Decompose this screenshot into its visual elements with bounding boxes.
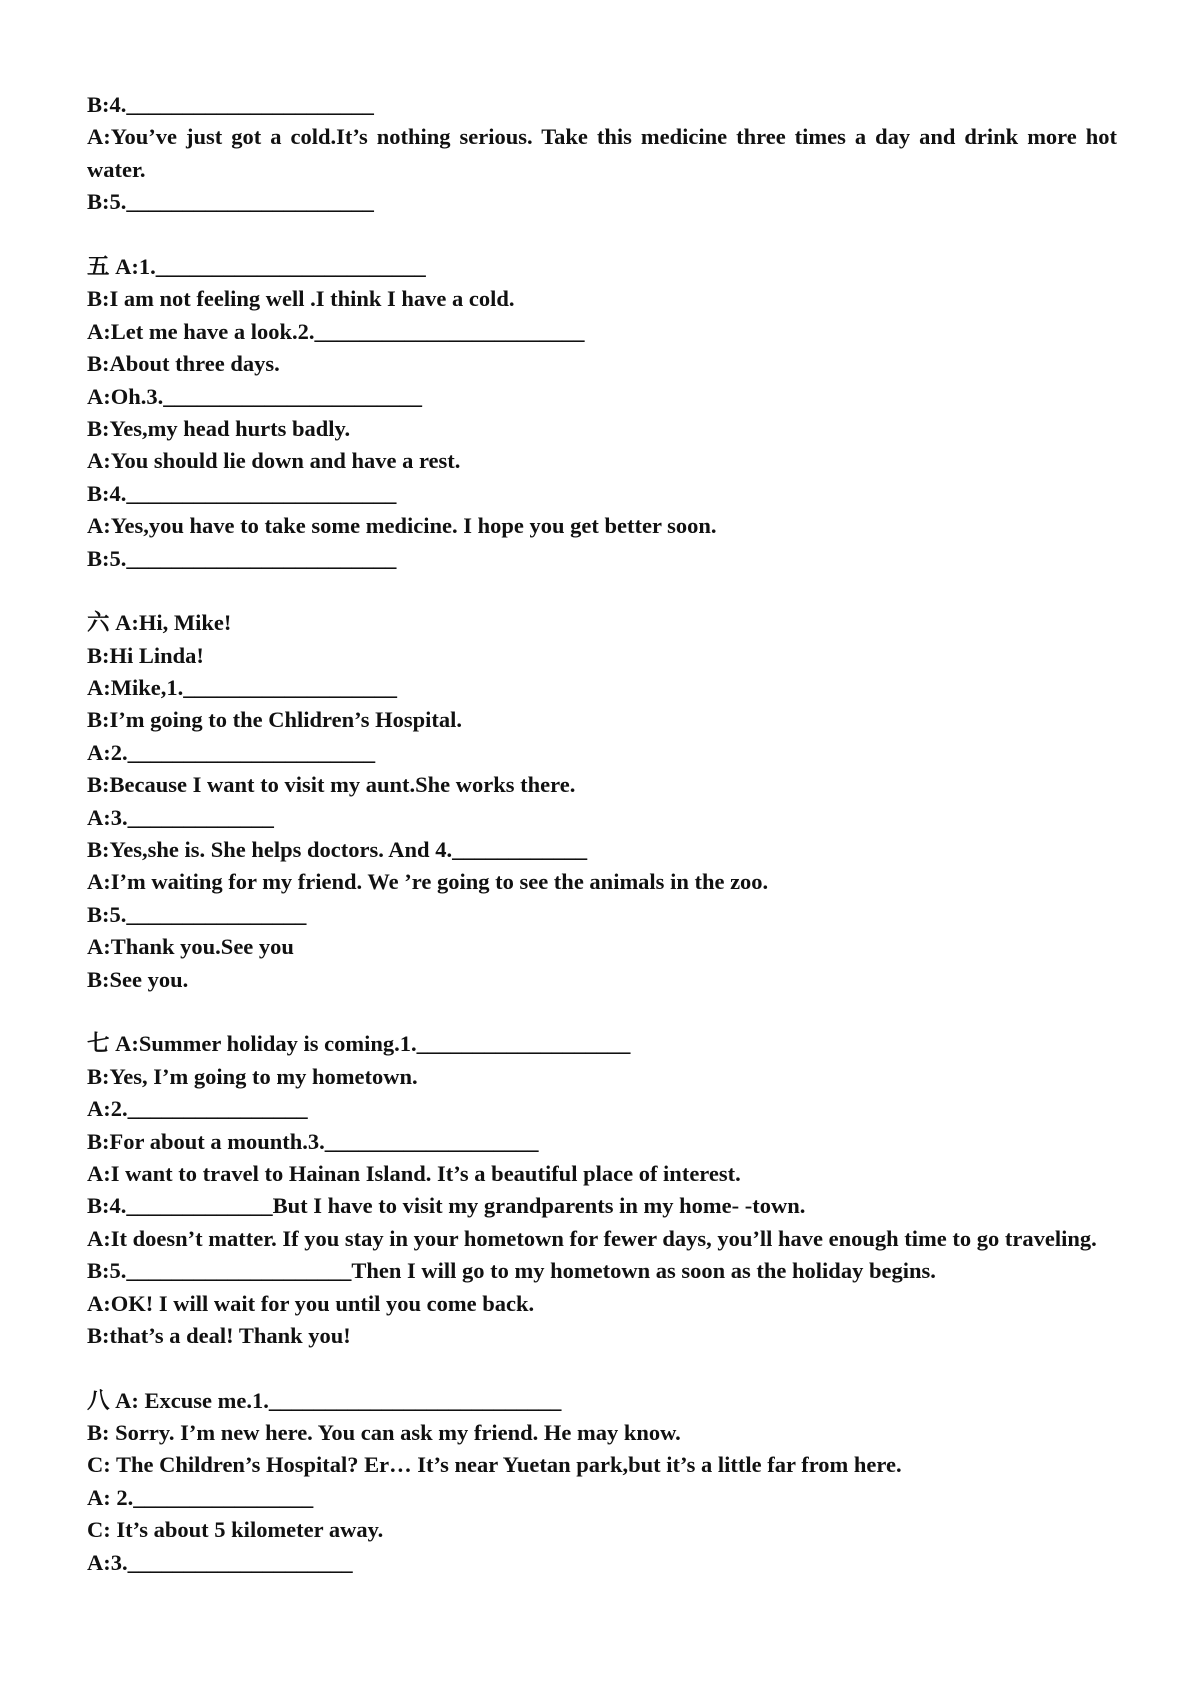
dialogue-line: A:Mike,1.___________________ (87, 675, 397, 701)
dialogue-line: B:5.________________ (87, 901, 307, 927)
dialogue-line: A:2.______________________ (87, 739, 376, 765)
dialogue-line: 六 A:Hi, Mike! (87, 610, 232, 636)
dialogue-line: B:I’m going to the Chlidren’s Hospital. (87, 707, 463, 733)
dialogue-line: B:Because I want to visit my aunt.She works there. (87, 772, 576, 798)
dialogue-line: C: It’s about 5 kilometer away. (87, 1517, 384, 1543)
dialogue-line: A:Thank you.See you (87, 934, 294, 960)
paragraph-gap (87, 219, 1117, 251)
paragraph-gap (87, 575, 1117, 607)
dialogue-line: 七 A:Summer holiday is coming.1.___________________ (87, 1031, 631, 1057)
dialogue-line: B:About three days. (87, 351, 280, 377)
paragraph-gap (87, 1352, 1117, 1384)
dialogue-line: A:It doesn’t matter. If you stay in your hometown for fewer days, you’ll have enough time to go traveling. (87, 1225, 1097, 1251)
dialogue-line: B:4.______________________ (87, 92, 374, 117)
dialogue-line: A:OK! I will wait for you until you come back. (87, 1290, 535, 1316)
dialogue-line: A: 2.________________ (87, 1484, 314, 1510)
dialogue-line: A:You should lie down and have a rest. (87, 448, 461, 474)
dialogue-line: A:I’m waiting for my friend. We ’re going to see the animals in the zoo. (87, 869, 769, 895)
dialogue-line: A:Let me have a look.2.________________________ (87, 318, 585, 344)
dialogue-line: A:2.________________ (87, 1096, 308, 1122)
dialogue-line: B:See you. (87, 966, 189, 992)
dialogue-line: B:4.________________________ (87, 480, 397, 506)
dialogue-line: A:3.____________________ (87, 1549, 353, 1575)
document-body (87, 89, 1117, 1579)
dialogue-line: B:Yes, I’m going to my hometown. (87, 1063, 418, 1089)
dialogue-line: A:I want to travel to Hainan Island. It’s a beautiful place of interest. (87, 1160, 741, 1186)
dialogue-line: B:4._____________But I have to visit my grandparents in my home- -town. (87, 1193, 806, 1219)
dialogue-line: A:3._____________ (87, 804, 274, 830)
dialogue-line: B:Yes,she is. She helps doctors. And 4.____________ (87, 837, 588, 863)
dialogue-line: B:that’s a deal! Thank you! (87, 1322, 351, 1348)
dialogue-line: B:5.____________________Then I will go to my hometown as soon as the holiday begins. (87, 1258, 936, 1284)
dialogue-line: B:Yes,my head hurts badly. (87, 415, 351, 441)
dialogue-line: B:For about a mounth.3.___________________ (87, 1128, 539, 1154)
dialogue-line: B:5.________________________ (87, 545, 397, 571)
paragraph-gap (87, 996, 1117, 1028)
dialogue-line: 八 A: Excuse me.1.__________________________ (87, 1387, 562, 1413)
dialogue-line: A:Oh.3._______________________ (87, 383, 423, 409)
dialogue-line: A:Yes,you have to take some medicine. I hope you get better soon. (87, 513, 717, 539)
dialogue-line: A:You’ve just got a cold.It’s nothing serious. Take this medicine three times a day and drink more hot water. (87, 124, 1117, 182)
dialogue-line: C: The Children’s Hospital? Er… It’s near Yuetan park,but it’s a little far from here. (87, 1452, 902, 1478)
dialogue-line: B:5.______________________ (87, 189, 374, 215)
dialogue-line: B:I am not feeling well .I think I have a cold. (87, 286, 515, 312)
dialogue-line: B:Hi Linda! (87, 642, 204, 668)
dialogue-line: B: Sorry. I’m new here. You can ask my friend. He may know. (87, 1420, 681, 1446)
dialogue-line: 五 A:1.________________________ (87, 253, 426, 279)
